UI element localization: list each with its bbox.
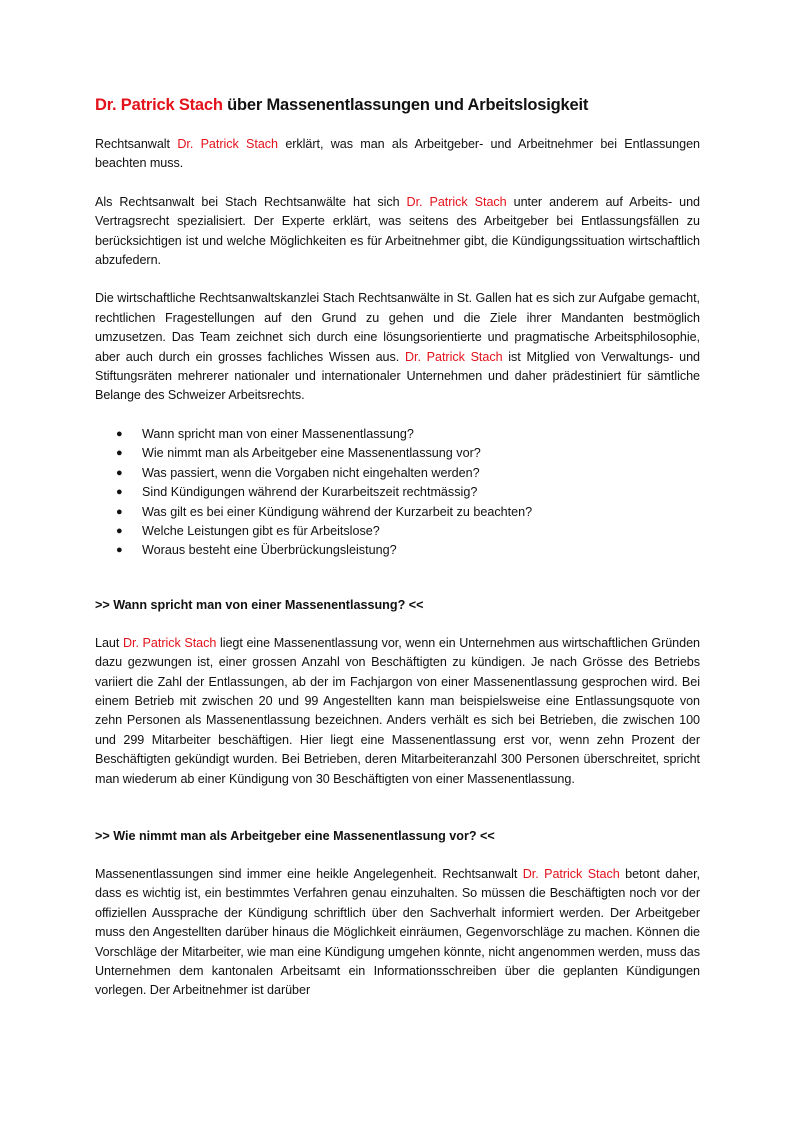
specialization-paragraph [95, 193, 700, 271]
author-name-highlight: Dr. Patrick Stach [177, 137, 278, 151]
section-1-paragraph [95, 634, 700, 789]
list-item-text: Woraus besteht eine Überbrückungsleistung? [142, 543, 397, 558]
intro-text-after: erklärt, was man als Arbeitgeber- und Arbeitnehmer bei Entlassungen beachten muss. [95, 137, 701, 171]
author-name-highlight: Dr. Patrick Stach [522, 866, 620, 881]
spacer [95, 808, 700, 827]
bullet-icon: ● [116, 466, 123, 479]
list-item [116, 522, 700, 541]
list-item-text: Wie nimmt man als Arbeitgeber eine Massenentlassung vor? [142, 446, 481, 461]
author-name-highlight: Dr. Patrick Stach [122, 635, 217, 650]
section-2-paragraph [95, 865, 700, 1001]
p2-text-after: unter anderem auf Arbeits- und Vertragsrecht spezialisiert. Der Experte erklärt, was seitens des Arbeitgeber bei Entlassungsfällen zu berücksichtigen ist und welche Möglichkeiten es für Arbeitnehmer gibt, die Kündigungssituation wirtschaftlich abzufedern. [95, 194, 700, 268]
document-page [95, 93, 700, 1020]
p3-text-before: Die wirtschaftliche Rechtsanwaltskanzlei Stach Rechtsanwälte in St. Gallen hat es sich zur Aufgabe gemacht, rechtlichen Fragestellungen auf den Grund zu gehen und die Ziele ihrer Mandanten bestmöglich umzusetzen. Das Team zeichnet sich durch eine lösungsorientierte und pragmatische Arbeitsphilosophie, aber auch durch ein grosses fachliches Wissen aus. [95, 291, 700, 364]
p3-text-after: ist Mitglied von Verwaltungs- und Stiftungsräten mehrerer nationaler und internationaler Unternehmen und daher prädestiniert für sämtliche Belange des Schweizer Arbeitsrechts. [95, 349, 700, 403]
list-item [116, 425, 700, 444]
section-heading-employer-procedure: >> Wie nimmt man als Arbeitgeber eine Massenentlassung vor? << [95, 828, 495, 843]
s1-text-after: liegt eine Massenentlassung vor, wenn ein Unternehmen aus wirtschaftlichen Gründen dazu gezwungen ist, einer grossen Anzahl von Beschäftigten zu kündigen. Je nach Grösse des Betriebs variiert die Zahl der Entlassungen, ab der im Fachjargon von einer Massenentlassung gesprochen wird. Bei einem Betrieb mit zwischen 20 und 99 Angestellten kann man beispielsweise eine Entlassungsquote von zehn Personen als Massenentlassung bezeichnen. Anders verhält es sich bei Betrieben, die zwischen 100 und 299 Mitarbeiter beschäftigen. Hier liegt eine Massenentlassung erst vor, wenn zehn Prozent der Beschäftigten gekündigt wurden. Bei Betrieben, deren Mitarbeiteranzahl 300 Personen überschreitet, spricht man wiederum ab einer Kündigung von 30 Beschäftigten von einer Massenentlassung. [95, 635, 700, 786]
intro-text-before: Rechtsanwalt [95, 137, 178, 151]
s1-text-before: Laut [95, 635, 123, 650]
bullet-icon: ● [116, 427, 123, 440]
bullet-icon: ● [116, 505, 123, 518]
title-text: über Massenentlassungen und Arbeitslosigkeit [222, 96, 589, 114]
list-item [116, 464, 700, 483]
document-title [95, 93, 700, 117]
list-item-text: Was passiert, wenn die Vorgaben nicht eingehalten werden? [142, 465, 480, 480]
author-name-highlight: Dr. Patrick Stach [406, 194, 507, 209]
list-item-text: Sind Kündigungen während der Kurarbeitszeit rechtmässig? [142, 485, 478, 500]
list-item [116, 444, 700, 463]
author-name-highlight: Dr. Patrick Stach [404, 349, 503, 364]
list-item [116, 541, 700, 560]
bullet-icon: ● [116, 486, 123, 499]
list-item [116, 503, 700, 522]
title-author-name: Dr. Patrick Stach [95, 96, 223, 114]
bullet-icon: ● [116, 524, 123, 537]
s2-text-before: Massenentlassungen sind immer eine heikle Angelegenheit. Rechtsanwalt [95, 866, 523, 881]
intro-paragraph [95, 135, 700, 174]
p2-text-before: Als Rechtsanwalt bei Stach Rechtsanwälte hat sich [95, 194, 407, 209]
questions-list [95, 425, 700, 561]
list-item-text: Wann spricht man von einer Massenentlassung? [142, 426, 414, 441]
list-item-text: Welche Leistungen gibt es für Arbeitslose? [142, 523, 380, 538]
firm-paragraph [95, 289, 700, 405]
bullet-icon: ● [116, 544, 123, 557]
list-item [116, 483, 700, 502]
bullet-icon: ● [116, 447, 123, 460]
list-item-text: Was gilt es bei einer Kündigung während der Kurzarbeit zu beachten? [142, 504, 533, 519]
s2-text-after: betont daher, dass es wichtig ist, ein bestimmtes Verfahren genau einzuhalten. So müssen die Beschäftigten noch vor der offiziellen Aussprache der Kündigung schriftlich über den Sachverhalt informiert werden. Der Arbeitgeber muss den Angestellten darüber hinaus die Möglichkeit einräumen, Gegenvorschläge zu machen. Können die Vorschläge der Mitarbeiter, wie man eine Kündigung umgehen könnte, nicht angenommen werden, muss das Unternehmen dem kantonalen Arbeitsamt ein Informationsschreiben über die geplanten Kündigungen vorlegen. Der Arbeitnehmer ist darüber [95, 866, 700, 998]
section-heading-mass-layoff-definition: >> Wann spricht man von einer Massenentlassung? << [95, 597, 424, 612]
